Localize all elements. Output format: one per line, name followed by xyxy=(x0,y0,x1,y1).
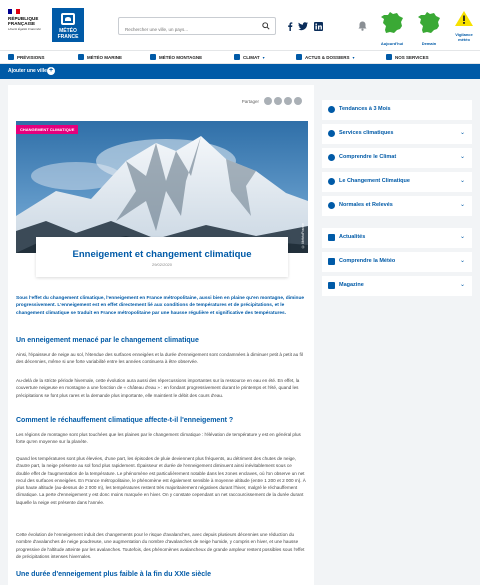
data-icon xyxy=(328,202,335,209)
nav-label: MÉTÉO MONTAGNE xyxy=(159,54,203,60)
sidebar-item-magazine[interactable] xyxy=(322,276,472,296)
linkedin-icon[interactable] xyxy=(314,22,323,31)
article-paragraph: Au-delà de la stricte période hivernale, cette évolution aura aussi des répercussions importantes sur la ressource en eau en été. En effet, la couverture neigeuse en montagne a une fonction de « château d'eau » : en fondant progressivement durant le printemps et l'été, quand les précipitations se font plus rares et la demande plus importante, elle maintient le débit des cours d'eau. xyxy=(16,378,300,398)
sidebar-item-label: Tendances à 3 Mois xyxy=(339,106,391,112)
nav-label: PRÉVISIONS xyxy=(17,54,45,60)
share-twitter-icon[interactable] xyxy=(274,97,282,105)
nav-label: CLIMAT xyxy=(243,54,260,60)
article-date: 29/02/2020 xyxy=(151,262,173,267)
share-bar xyxy=(242,97,302,105)
article-title-box xyxy=(36,237,288,277)
nav-climat[interactable] xyxy=(234,51,265,63)
vigilance-meteo-label: Vigilance météo xyxy=(455,32,473,42)
sidebar-item-label: Normales et Relevés xyxy=(339,202,393,208)
nav-meteo-montagne[interactable] xyxy=(150,51,202,63)
section-heading: Une durée d'enneigement plus faible à la fin du XXIe siècle xyxy=(16,571,211,578)
nav-actus-dossiers[interactable] xyxy=(296,51,355,63)
globe-icon xyxy=(328,154,335,161)
sidebar-item-label: Comprendre le Climat xyxy=(339,154,397,160)
french-flag-icon xyxy=(8,9,20,14)
article-paragraph: Cette évolution de l'enneigement induit des changements pour le risque d'avalanches, avec depuis plusieurs décennies une réduction du nombre d'avalanches de neige poudreuse, une augmentation du nombre d'avalanches de neige humide, y compris en hiver, et une hausse progressive de l'altitude atteinte par les avalanches. Toutefois, des phénomènes avalancheux de grande ampleur restent possibles sous l'effet de précipitations intenses hivernales. xyxy=(16,532,305,559)
add-city-bar xyxy=(0,64,480,79)
sidebar-item-label: Comprendre la Météo xyxy=(339,258,396,264)
chevron-down-icon: ⌄ xyxy=(459,154,465,160)
book-icon xyxy=(328,258,335,265)
chevron-down-icon: ⌄ xyxy=(459,234,465,240)
newspaper-icon xyxy=(296,54,302,60)
meteo-france-logo[interactable] xyxy=(52,8,84,42)
rf-motto: Liberté Égalité Fraternité xyxy=(8,27,41,31)
nav-label: MÉTÉO MARINE xyxy=(87,54,123,60)
article-paragraph: Ainsi, l'épaisseur de neige au sol, l'étendue des surfaces enneigées et la durée d'enneigement sont condamnées à diminuer petit à petit au fil des décennies, même si une forte variabilité entre les années continuera à être observée. xyxy=(16,352,303,365)
sidebar-item-tendances[interactable] xyxy=(322,100,472,120)
article-hero-image xyxy=(16,121,308,253)
chevron-down-icon: ▾ xyxy=(352,54,355,60)
sidebar-item-comprendre-climat[interactable] xyxy=(322,148,472,168)
republique-francaise-logo[interactable] xyxy=(8,9,44,32)
vigilance-tomorrow-label: Demain xyxy=(421,41,437,46)
warning-icon xyxy=(455,11,473,26)
sidebar-item-label: Services climatiques xyxy=(339,130,394,136)
sidebar xyxy=(322,100,472,300)
search-icon[interactable] xyxy=(262,22,270,30)
chevron-down-icon: ⌄ xyxy=(459,130,465,136)
sidebar-item-label: Le Changement Climatique xyxy=(339,178,410,184)
rf-title: RÉPUBLIQUE FRANÇAISE xyxy=(8,16,39,26)
sidebar-item-label: Magazine xyxy=(339,282,364,288)
share-facebook-icon[interactable] xyxy=(264,97,272,105)
article-paragraph: Les régions de montagne sont plus touchées que les plaines par le changement climatique : l'élévation de température y est en général plus forte qu'en moyenne sur la planète. xyxy=(16,432,301,445)
magazine-icon xyxy=(328,282,335,289)
vigilance-today-label: Aujourd'hui xyxy=(380,41,404,46)
article-intro: Sous l'effet du changement climatique, l'enneigement en France métropolitaine, aussi bien en plaine qu'en montagne, diminue progressivement. L'enneigement est en effet directement lié aux conditions de températures et de précipitations, et le changement climatique se traduit en France métropolitaine par une hausse régulière et significative des températures. xyxy=(16,296,305,316)
chevron-down-icon: ⌄ xyxy=(459,202,465,208)
article-title: Enneigement et changement climatique xyxy=(72,249,252,260)
share-link-icon[interactable] xyxy=(294,97,302,105)
main-nav xyxy=(0,50,480,64)
france-map-icon xyxy=(380,12,404,35)
chevron-down-icon: ⌄ xyxy=(459,178,465,184)
services-icon xyxy=(386,54,392,60)
newspaper-icon xyxy=(328,234,335,241)
vigilance-today[interactable] xyxy=(378,12,406,46)
facebook-icon[interactable] xyxy=(287,22,293,31)
chevron-down-icon: ▾ xyxy=(262,54,265,60)
meteo-logo-text: MÉTÉO FRANCE xyxy=(57,28,79,40)
article-paragraph: Quand les températures sont plus élevées, d'une part, les épisodes de pluie deviennent plus fréquents, au détriment des chutes de neige, d'autre part, la neige présente au sol fond plus rapidement. Épaisseur et durée de l'enneigement diminuent ainsi inévitablement sous ce double effet de l'augmentation de la température. Le phénomène est particulièrement notable dans les zones enclaves, où l'on observe un net recul des surfaces enneigées. En France métropolitaine, le phénomène est également sensible à moyenne altitude (entre 1 200 et 2 000 m). À plus haute altitude (au-dessus de 2 000 m), les températures restent très majoritairement négatives durant l'hiver, malgré le réchauffement climatique. La perte d'enneigement y est donc moins marquée en hiver. On y constate cependant un net raccourcissement de la durée durant laquelle la neige est présente dans l'année. xyxy=(16,456,306,505)
thermometer-icon xyxy=(328,130,335,137)
sidebar-item-normales-releves[interactable] xyxy=(322,196,472,216)
globe-icon xyxy=(234,54,240,60)
article-card xyxy=(8,85,314,585)
share-linkedin-icon[interactable] xyxy=(284,97,292,105)
sidebar-item-services-climatiques[interactable] xyxy=(322,124,472,144)
site-header xyxy=(0,0,480,50)
france-map-icon xyxy=(417,12,441,35)
plus-icon[interactable]: + xyxy=(48,67,54,74)
add-city-label[interactable]: Ajouter une ville xyxy=(8,68,47,74)
article-category-badge[interactable]: CHANGEMENT CLIMATIQUE xyxy=(16,125,78,134)
mountain-photo xyxy=(16,121,308,253)
nav-previsions[interactable] xyxy=(8,51,45,63)
sidebar-item-comprendre-meteo[interactable] xyxy=(322,252,472,272)
sidebar-item-actualites[interactable] xyxy=(322,228,472,248)
climate-change-icon xyxy=(328,178,335,185)
nav-label: ACTUS & DOSSIERS xyxy=(305,54,350,60)
twitter-icon[interactable] xyxy=(298,22,308,31)
notification-bell-icon[interactable] xyxy=(358,21,367,31)
nav-nos-services[interactable] xyxy=(386,51,429,63)
boat-icon xyxy=(78,54,84,60)
sidebar-item-label: Actualités xyxy=(339,234,366,240)
vigilance-tomorrow-map xyxy=(418,12,440,33)
photo-credit: © MétéoFrance xyxy=(301,223,305,249)
nav-label: NOS SERVICES xyxy=(395,54,429,60)
vigilance-meteo-link[interactable] xyxy=(450,11,478,42)
chevron-down-icon: ⌄ xyxy=(459,258,465,264)
meteo-logo-icon xyxy=(61,13,75,25)
chart-icon xyxy=(328,106,335,113)
section-heading: Un enneigement menacé par le changement climatique xyxy=(16,337,199,344)
vigilance-tomorrow[interactable] xyxy=(415,12,443,46)
chevron-down-icon: ⌄ xyxy=(459,282,465,288)
search-box xyxy=(118,17,276,35)
search-input[interactable] xyxy=(119,22,259,38)
sidebar-item-changement-climatique[interactable] xyxy=(322,172,472,192)
nav-meteo-marine[interactable] xyxy=(78,51,122,63)
mountain-icon xyxy=(150,54,156,60)
vigilance-today-map xyxy=(381,12,403,33)
forecast-icon xyxy=(8,54,14,60)
section-heading: Comment le réchauffement climatique affecte-t-il l'enneigement ? xyxy=(16,417,234,424)
share-label: Partager xyxy=(241,98,259,104)
